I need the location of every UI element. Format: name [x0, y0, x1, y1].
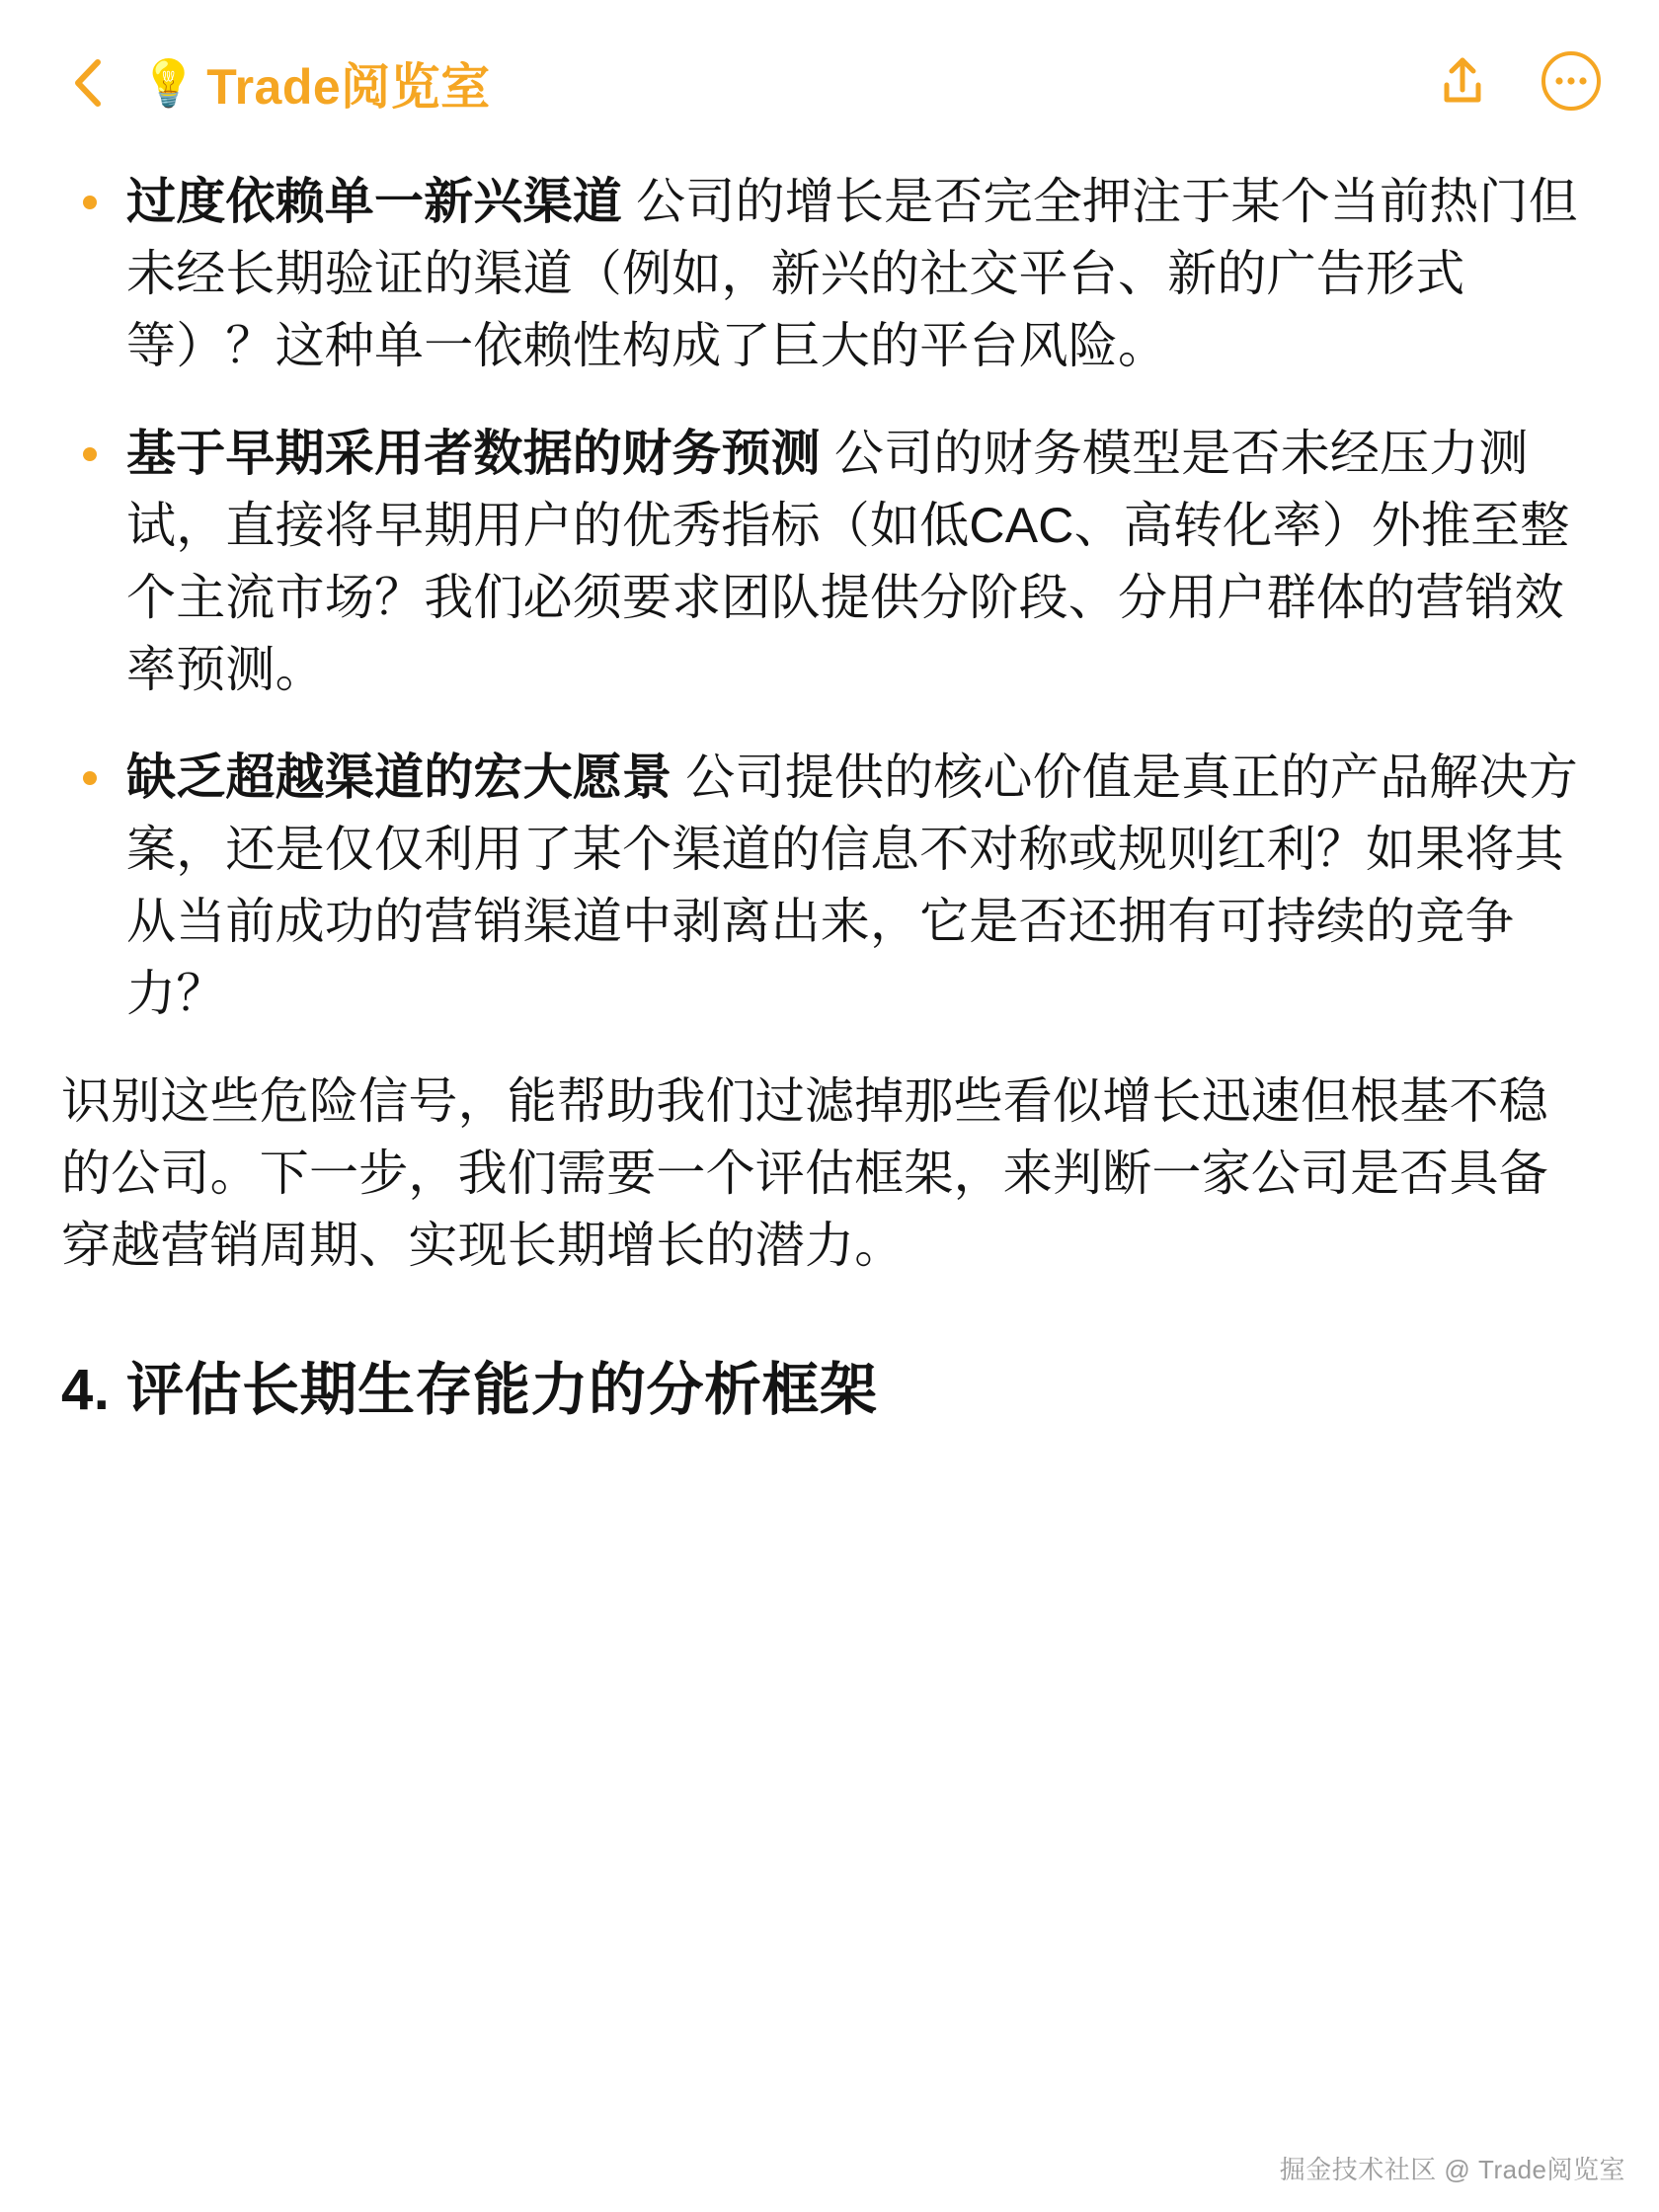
header-title-group — [140, 47, 1432, 118]
share-upload-icon — [1434, 52, 1491, 115]
list-item-lead: 缺乏超越渠道的宏大愿景 — [126, 750, 672, 805]
list-item-body: 公司的财务模型是否未经压力测试，直接将早期用户的优秀指标（如低CAC、高转化率）外推至整个主流市场？我们必须要求团队提供分阶段、分用户群体的营销效率预测。 — [126, 426, 1570, 697]
page-title: Trade阅览室 — [206, 59, 491, 115]
list-item — [61, 418, 1598, 706]
lightbulb-icon: 💡 — [140, 57, 198, 109]
section-heading: 4. 评估长期生存能力的分析框架 — [61, 1358, 878, 1422]
watermark: 掘金技术社区 @ Trade阅览室 — [1279, 2155, 1625, 2184]
list-item-body: 公司的增长是否完全押注于某个当前热门但未经长期验证的渠道（例如，新兴的社交平台、新的广告形式等）？这种单一依赖性构成了巨大的平台风险。 — [126, 174, 1578, 373]
list-item-lead: 过度依赖单一新兴渠道 — [126, 174, 622, 229]
list-item-lead: 基于早期采用者数据的财务预测 — [126, 426, 821, 481]
list-item — [61, 166, 1598, 382]
closing-paragraph: 识别这些危险信号，能帮助我们过滤掉那些看似增长迅速但根基不稳的公司。下一步，我们需要一个评估框架，来判断一家公司是否具备穿越营销周期、实现长期增长的潜力。 — [61, 1073, 1548, 1273]
more-options-icon — [1540, 50, 1602, 117]
chevron-left-icon — [66, 56, 110, 110]
back-button[interactable] — [61, 56, 115, 110]
article-body — [0, 166, 1659, 1426]
list-item — [61, 742, 1598, 1030]
more-options-button[interactable] — [1540, 52, 1602, 114]
risk-signal-list — [61, 166, 1598, 1030]
share-button[interactable] — [1432, 52, 1493, 114]
list-item-body: 公司提供的核心价值是真正的产品解决方案，还是仅仅利用了某个渠道的信息不对称或规则红利？如果将其从当前成功的营销渠道中剥离出来，它是否还拥有可持续的竞争力？ — [126, 750, 1578, 1021]
header-actions — [1432, 52, 1602, 114]
app-header — [0, 0, 1659, 166]
